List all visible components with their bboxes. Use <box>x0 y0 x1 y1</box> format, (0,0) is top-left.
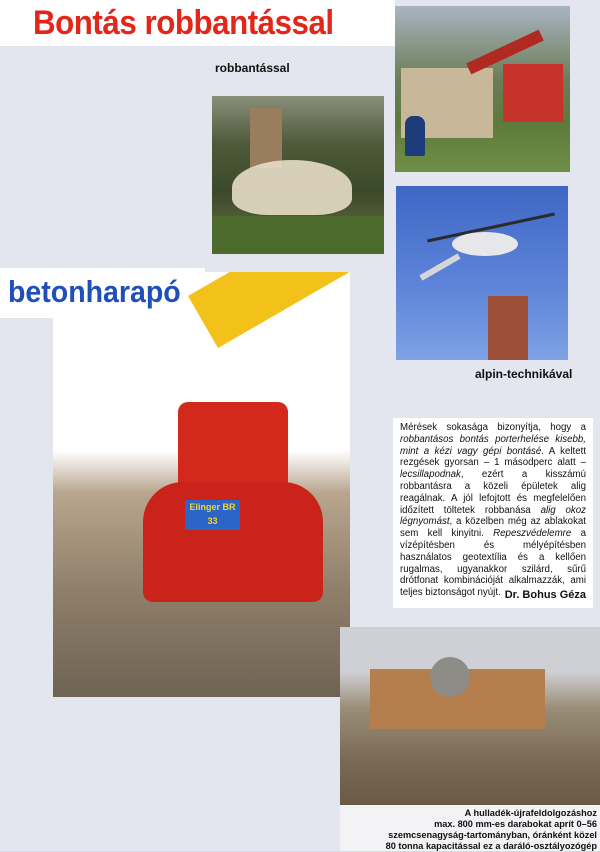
article-emphasis-1: robbantásos bontás porterhelése kisebb, mint a kézi vagy gépi bontásé <box>400 433 586 457</box>
helicopter-tail <box>419 253 460 280</box>
page-headline: Bontás robbantással <box>33 4 334 42</box>
article-emphasis-3: alig okoz légnyomást <box>400 504 586 528</box>
excavator-demolition-photo <box>395 6 570 172</box>
crushing-plant-photo <box>340 627 600 805</box>
machine-drum <box>430 657 470 697</box>
plant-photo-caption <box>345 808 597 852</box>
yellow-boom-arm <box>188 272 350 348</box>
article-text <box>400 422 586 599</box>
helicopter-body <box>452 232 518 256</box>
article-text-3: , ezért a kisszámú robbantásra a közeli épületek alig reagálnak. A jól lefojtott és megfelelően időzített töltetek robbanása <box>400 469 586 516</box>
dust-cloud <box>232 160 352 215</box>
helicopter-chimney-photo <box>396 186 568 360</box>
caption-robbantassal: robbantással <box>215 61 290 75</box>
explosion-photo <box>212 96 384 254</box>
section-label-betonharapo: betonharapó <box>8 274 181 309</box>
excavator-body <box>503 64 563 122</box>
concrete-crusher-photo <box>53 272 350 697</box>
grass-area <box>212 216 384 254</box>
article-text-5: a vízépítésben és mélyépítésben használatos geotextília és a kellően rugalmas, ugyanakkor szilárd, sűrű drótfonat kombinációját alkalmazzák, ami teljes biztonságot nyújt. <box>400 528 586 599</box>
collapsing-tower <box>250 108 282 168</box>
article-emphasis-4: Repeszvédelemre <box>493 528 572 540</box>
plant-caption-line: max. 800 mm-es darabokat aprít 0–56 <box>434 819 597 829</box>
article-text-4: , a közelben még az ablakokat sem kell kinyitni. <box>400 516 586 540</box>
worker-figure <box>405 116 425 156</box>
chimney <box>488 296 528 360</box>
caption-alpin: alpin-technikával <box>475 367 573 381</box>
article-emphasis-2: lecsillapodnak <box>400 469 461 481</box>
article-text-2: . A keltett rezgések gyorsan – 1 másodperc alatt – <box>400 445 586 469</box>
article-text-1: Mérések sokasága bizonyítja, hogy a <box>400 422 586 433</box>
crusher-plate: Elinger BR 33 <box>185 500 240 530</box>
author-name: Dr. Bohus Géza <box>504 589 586 601</box>
plant-caption-line: A hulladék-újrafeldolgozáshoz <box>464 808 597 818</box>
plant-caption-line: 80 tonna kapacitással ez a daráló-osztályozógép <box>385 841 597 851</box>
plant-caption-line: szemcsenagyság-tartományban, óránként közel <box>388 830 597 840</box>
